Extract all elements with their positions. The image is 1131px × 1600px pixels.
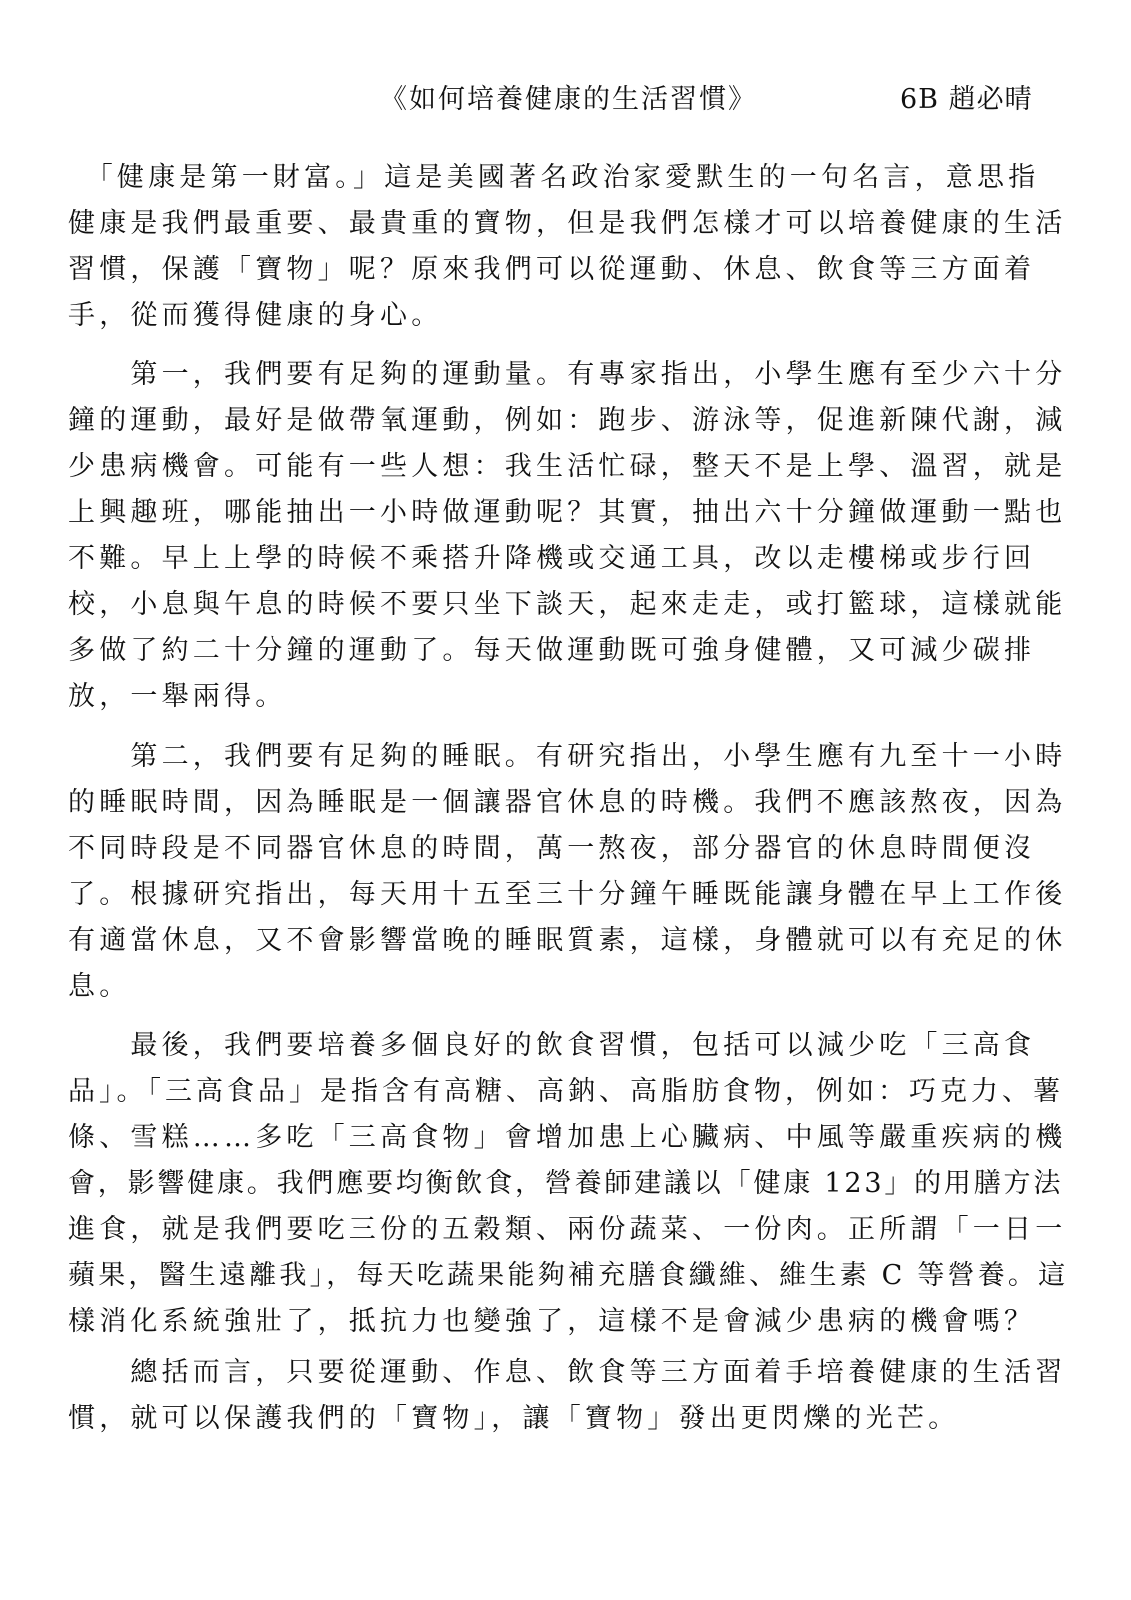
text-line: 「健康是第一財富。」這是美國著名政治家愛默生的一句名言，意思指: [68, 162, 1040, 193]
text-line: 不難。早上上學的時候不乘搭升降機或交通工具，改以走樓梯或步行回: [68, 543, 1036, 574]
text-line: 習慣，保護「寶物」呢？原來我們可以從運動、休息、飲食等三方面着: [68, 254, 1036, 285]
text-line: 多做了約二十分鐘的運動了。每天做運動既可強身健體，又可減少碳排: [68, 635, 1036, 666]
text-line: 進食，就是我們要吃三份的五穀類、兩份蔬菜、一份肉。正所謂「一日一: [68, 1214, 1067, 1245]
text-line: 第一，我們要有足夠的運動量。有專家指出，小學生應有至少六十分: [68, 359, 1067, 390]
paragraph-conclusion: [68, 1350, 1068, 1442]
text-line: 慣，就可以保護我們的「寶物」，讓「寶物」發出更閃爍的光芒。: [68, 1403, 960, 1434]
text-line: 最後，我們要培養多個良好的飲食習慣，包括可以減少吃「三高食: [68, 1030, 1036, 1061]
text-line: 不同時段是不同器官休息的時間，萬一熬夜，部分器官的休息時間便沒: [68, 833, 1036, 864]
text-line: 上興趣班，哪能抽出一小時做運動呢？其實，抽出六十分鐘做運動一點也: [68, 497, 1067, 528]
text-line: 了。根據研究指出，每天用十五至三十分鐘午睡既能讓身體在早上工作後: [68, 879, 1067, 910]
text-line: 第二，我們要有足夠的睡眠。有研究指出，小學生應有九至十一小時: [68, 741, 1067, 772]
text-line: 有適當休息，又不會影響當晚的睡眠質素，這樣，身體就可以有充足的休: [68, 925, 1067, 956]
text-line: 蘋果，醫生遠離我」，每天吃蔬果能夠補充膳食纖維、維生素 C 等營養。這: [68, 1260, 1069, 1291]
paragraph-intro: [68, 155, 1068, 339]
text-line: 會，影響健康。我們應要均衡飲食，營養師建議以「健康 123」的用膳方法: [68, 1168, 1064, 1199]
text-line: 總括而言，只要從運動、作息、飲食等三方面着手培養健康的生活習: [68, 1357, 1067, 1388]
text-line: 的睡眠時間，因為睡眠是一個讓器官休息的時機。我們不應該熬夜，因為: [68, 787, 1067, 818]
essay-header: [380, 78, 1080, 122]
text-line: 手，從而獲得健康的身心。: [68, 300, 443, 331]
text-line: 鐘的運動，最好是做帶氧運動，例如：跑步、游泳等，促進新陳代謝，減: [68, 405, 1067, 436]
paragraph-sleep: [68, 734, 1068, 1010]
text-line: 放，一舉兩得。: [68, 681, 287, 712]
text-line: 息。: [68, 971, 131, 1002]
text-line: 品」。「三高食品」是指含有高糖、高鈉、高脂肪食物，例如：巧克力、薯: [68, 1076, 1064, 1107]
text-line: 健康是我們最重要、最貴重的寶物，但是我們怎樣才可以培養健康的生活: [68, 208, 1067, 239]
author-name: 6B 趙必晴: [900, 84, 1033, 115]
text-line: 校，小息與午息的時候不要只坐下談天，起來走走，或打籃球，這樣就能: [68, 589, 1067, 620]
paragraph-exercise: [68, 352, 1068, 720]
text-line: 樣消化系統強壯了，抵抗力也變強了，這樣不是會減少患病的機會嗎？: [68, 1306, 1036, 1337]
paragraph-diet: [68, 1023, 1068, 1345]
essay-title: 《如何培養健康的生活習慣》: [380, 84, 757, 115]
text-line: 少患病機會。可能有一些人想：我生活忙碌，整天不是上學、溫習，就是: [68, 451, 1067, 482]
text-line: 條、雪糕……多吃「三高食物」會增加患上心臟病、中風等嚴重疾病的機: [68, 1122, 1067, 1153]
